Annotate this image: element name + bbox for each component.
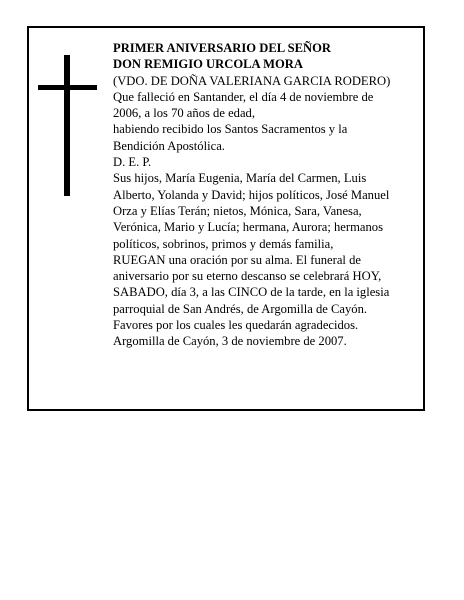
family-line: Verónica, Mario y Lucía; hermana, Aurora; hermanos	[113, 220, 383, 235]
obituary-text	[113, 40, 423, 350]
thanks-line: Favores por los cuales les quedarán agradecidos.	[113, 318, 359, 333]
body-line: 2006, a los 70 años de edad,	[113, 106, 255, 121]
family-line: Orza y Elías Terán; nietos, Mónica, Sara, Vanesa,	[113, 203, 362, 218]
cross-icon-vertical-bar	[64, 55, 70, 196]
widower-note: (VDO. DE DOÑA VALERIANA GARCIA RODERO)	[113, 73, 391, 88]
family-line: políticos, sobrinos, primos y demás familia,	[113, 236, 334, 251]
body-line: Bendición Apostólica.	[113, 138, 225, 153]
heading-line-2: DON REMIGIO URCOLA MORA	[113, 57, 303, 72]
heading-line-1: PRIMER ANIVERSARIO DEL SEÑOR	[113, 41, 331, 55]
body-line: Que falleció en Santander, el día 4 de noviembre de	[113, 89, 374, 104]
place-date-line: Argomilla de Cayón, 3 de noviembre de 2007.	[113, 334, 347, 349]
funeral-line: RUEGAN una oración por su alma. El funeral de	[113, 252, 361, 267]
funeral-line: parroquial de San Andrés, de Argomilla de Cayón.	[113, 301, 368, 316]
body-line: habiendo recibido los Santos Sacramentos y la	[113, 122, 348, 137]
family-line: Sus hijos, María Eugenia, María del Carmen, Luis	[113, 171, 367, 186]
funeral-line: aniversario por su eterno descanso se celebrará HOY,	[113, 269, 382, 284]
family-line: Alberto, Yolanda y David; hijos políticos, José Manuel	[113, 187, 390, 202]
cross-icon-horizontal-bar	[38, 85, 97, 90]
dep-line: D. E. P.	[113, 155, 152, 170]
funeral-line: SABADO, día 3, a las CINCO de la tarde, en la iglesia	[113, 285, 390, 300]
